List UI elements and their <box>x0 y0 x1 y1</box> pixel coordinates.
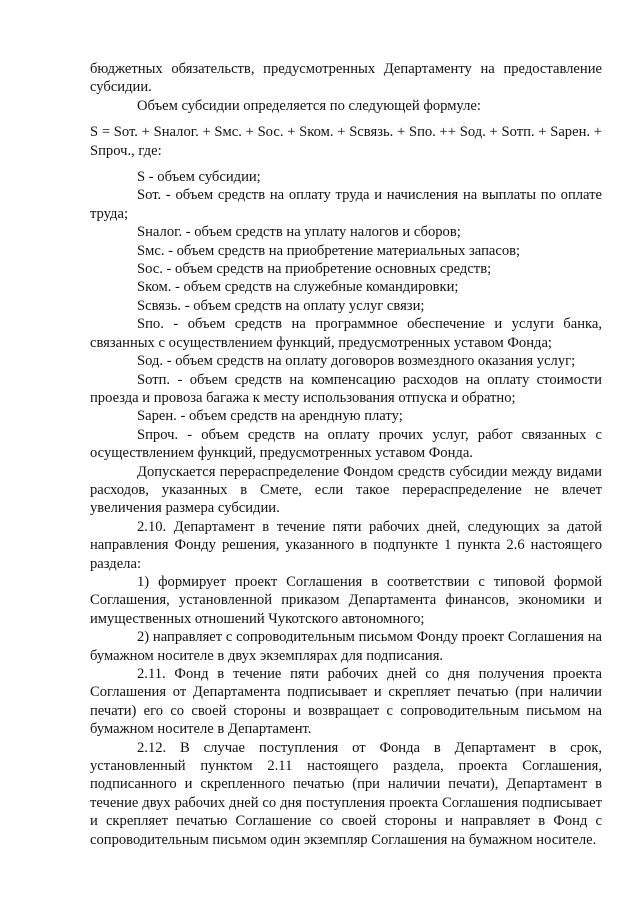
document-page <box>90 60 602 849</box>
definition-s: S - объем субсидии; <box>137 169 261 186</box>
definition-sms: Sмс. - объем средств на приобретение материальных запасов; <box>137 242 521 259</box>
definition-sod: Sод. - объем средств на оплату договоров возмездного оказания услуг; <box>137 353 576 370</box>
clause-2-11: 2.11. Фонд в течение пяти рабочих дней со дня получения проекта Соглашения от Департамента подписывает и скрепляет печатью (при наличии печати) его со своей стороны и возвращает с сопроводительным письмом на бумажном носителе в Департамент. <box>90 666 602 738</box>
paragraph-redistribution: Допускается перераспределение Фондом средств субсидии между видами расходов, указанных в Смете, если такое перераспределение не влечет увеличения размера субсидии. <box>90 463 602 517</box>
clause-2-12: 2.12. В случае поступления от Фонда в Департамент в срок, установленный пунктом 2.11 настоящего раздела, проекта Соглашения, подписанного и скрепленного печатью (при наличии печати), Департамент в течение двух рабочих дней со дня поступления проекта Соглашения подписывает и скрепляет печатью Соглашение со своей стороны и направляет в Фонд с сопроводительным письмом один экземпляр Соглашения на бумажном носителе. <box>90 739 602 848</box>
clause-2-10-item-1: 1) формирует проект Соглашения в соответствии с типовой формой Соглашения, установленной приказом Департамента финансов, экономики и имущественных отношений Чукотского автономного; <box>90 573 602 627</box>
definition-ssvyaz: Sсвязь. - объем средств на оплату услуг связи; <box>137 297 425 314</box>
definition-sot: Sот. - объем средств на оплату труда и начисления на выплаты по оплате труда; <box>90 187 602 222</box>
clause-2-10-item-2: 2) направляет с сопроводительным письмом Фонду проект Соглашения на бумажном носителе в двух экземплярах для подписания. <box>90 629 602 664</box>
paragraph-formula-intro: Объем субсидии определяется по следующей формуле: <box>137 97 481 114</box>
definition-sproch: Sпроч. - объем средств на оплату прочих услуг, работ связанных с осуществлением функций, предусмотренных уставом Фонда. <box>90 426 602 462</box>
definition-sotp: Sотп. - объем средств на компенсацию расходов на оплату стоимости проезда и провоза багажа к месту использования отпуска и обратно; <box>90 371 602 406</box>
definition-snalog: Sналог. - объем средств на уплату налогов и сборов; <box>137 224 461 241</box>
clause-2-10: 2.10. Департамент в течение пяти рабочих дней, следующих за датой направления Фонду решения, указанного в подпункте 1 пункта 2.6 настоящего раздела: <box>90 518 602 572</box>
subsidy-formula: S = Sот. + Sналог. + Sмс. + Sос. + Sком. + Sсвязь. + Sпо. ++ Sод. + Sотп. + Sарен. + Sпроч., где: <box>90 124 602 159</box>
definition-spo: Sпо. - объем средств на программное обеспечение и услуги банка, связанных с осуществлением функций, предусмотренных уставом Фонда; <box>90 316 602 351</box>
definition-saren: Sарен. - объем средств на арендную плату; <box>137 408 403 425</box>
definition-skom: Sком. - объем средств на служебные командировки; <box>137 279 459 296</box>
paragraph-budget-obligations: бюджетных обязательств, предусмотренных Департаменту на предоставление субсидии. <box>90 61 602 96</box>
definition-sos: Sос. - объем средств на приобретение основных средств; <box>137 261 492 278</box>
